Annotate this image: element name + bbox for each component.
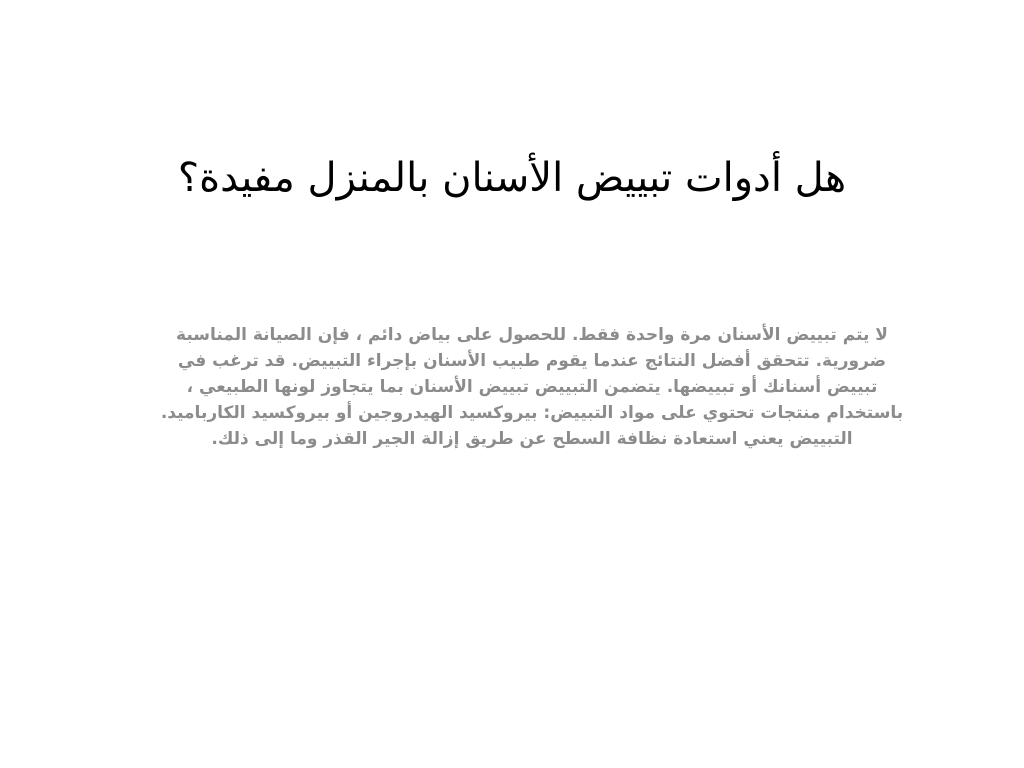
slide-body-text <box>120 322 944 452</box>
body-line: باستخدام منتجات تحتوي على مواد التبييض: بيروكسيد الهيدروجين أو بيروكسيد الكارباميد. <box>160 403 904 423</box>
body-line: ضرورية. تتحقق أفضل النتائج عندما يقوم طبيب الأسنان بإجراء التبييض. قد ترغب في <box>177 351 887 371</box>
slide-title: هل أدوات تبييض الأسنان بالمنزل مفيدة؟ <box>177 155 847 201</box>
body-line: لا يتم تبييض الأسنان مرة واحدة فقط. للحصول على بياض دائم ، فإن الصيانة المناسبة <box>176 325 888 345</box>
body-line: تبييض أسنانك أو تبييضها. يتضمن التبييض تبييض الأسنان بما يتجاوز لونها الطبيعي ، <box>186 377 878 397</box>
body-line: التبييض يعني استعادة نظافة السطح عن طريق إزالة الجير القذر وما إلى ذلك. <box>211 429 853 449</box>
